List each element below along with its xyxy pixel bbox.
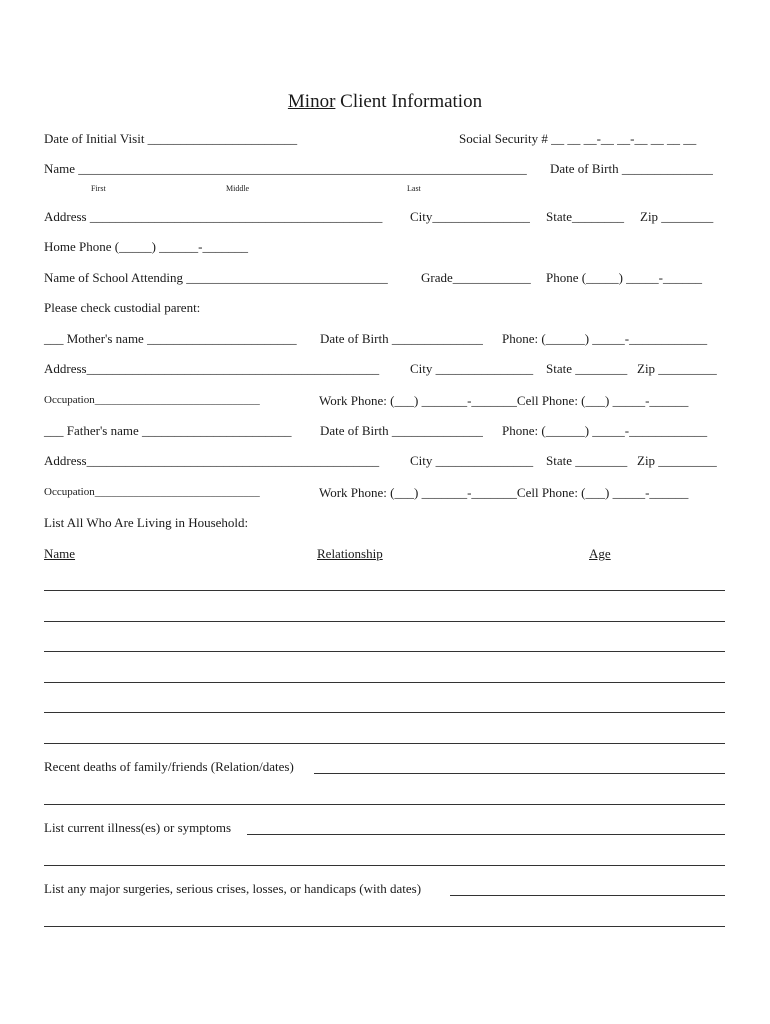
state-field[interactable]: State________ — [546, 209, 624, 224]
father-state-field[interactable]: State ________ — [546, 453, 628, 468]
recent-deaths-label: Recent deaths of family/friends (Relation/dates) — [44, 759, 294, 774]
surgeries-label: List any major surgeries, serious crises, losses, or handicaps (with dates) — [44, 881, 422, 896]
father-phone-field[interactable]: Phone: (______) _____-____________ — [502, 423, 708, 438]
school-field[interactable]: Name of School Attending _______________________________ — [44, 270, 388, 285]
father-address-field[interactable]: Address_____________________________________________ — [44, 453, 380, 468]
city-field[interactable]: City_______________ — [410, 209, 530, 224]
household-line-3[interactable] — [44, 651, 725, 652]
title-underlined-word: Minor — [287, 91, 336, 112]
household-line-5[interactable] — [44, 712, 725, 713]
mother-occupation-field[interactable]: Occupation______________________________ — [44, 394, 260, 406]
first-name-sublabel: First — [91, 184, 106, 193]
household-line-4[interactable] — [44, 682, 725, 683]
dob-field[interactable]: Date of Birth ______________ — [550, 161, 713, 176]
mother-city-field[interactable]: City _______________ — [410, 361, 534, 376]
current-illness-line[interactable] — [247, 834, 725, 835]
mother-zip-field[interactable]: Zip _________ — [637, 361, 717, 376]
father-name-field[interactable]: ___ Father's name _______________________ — [44, 423, 292, 438]
current-illness-label: List current illness(es) or symptoms — [44, 820, 232, 835]
recent-deaths-line-2[interactable] — [44, 804, 725, 805]
father-occupation-field[interactable]: Occupation______________________________ — [44, 486, 260, 498]
school-phone-field[interactable]: Phone (_____) _____-______ — [546, 270, 702, 285]
current-illness-line-2[interactable] — [44, 865, 725, 866]
initial-visit-field[interactable]: Date of Initial Visit _______________________ — [44, 131, 298, 146]
custodial-parent-label: Please check custodial parent: — [44, 300, 201, 315]
household-relationship-header: Relationship — [317, 546, 383, 561]
father-dob-field[interactable]: Date of Birth ______________ — [320, 423, 483, 438]
father-work-cell-phone-field[interactable]: Work Phone: (___) _______-_______Cell Phone: (___) _____-______ — [319, 485, 689, 500]
mother-phone-field[interactable]: Phone: (______) _____-____________ — [502, 331, 708, 346]
household-line-2[interactable] — [44, 621, 725, 622]
ssn-field[interactable]: Social Security # __ __ __-__ __-__ __ __ __ — [459, 131, 697, 146]
household-name-header: Name — [44, 546, 76, 561]
mother-work-cell-phone-field[interactable]: Work Phone: (___) _______-_______Cell Phone: (___) _____-______ — [319, 393, 689, 408]
household-age-header: Age — [589, 546, 611, 561]
home-phone-field[interactable]: Home Phone (_____) ______-_______ — [44, 239, 249, 254]
name-field[interactable]: Name _____________________________________________________________________ — [44, 161, 527, 176]
middle-name-sublabel: Middle — [226, 184, 250, 193]
mother-address-field[interactable]: Address_____________________________________________ — [44, 361, 380, 376]
mother-dob-field[interactable]: Date of Birth ______________ — [320, 331, 483, 346]
recent-deaths-line[interactable] — [314, 773, 725, 774]
title-rest: Client Information — [335, 91, 483, 112]
mother-state-field[interactable]: State ________ — [546, 361, 628, 376]
father-zip-field[interactable]: Zip _________ — [637, 453, 717, 468]
surgeries-line-2[interactable] — [44, 926, 725, 927]
last-name-sublabel: Last — [407, 184, 421, 193]
household-line-1[interactable] — [44, 590, 725, 591]
father-city-field[interactable]: City _______________ — [410, 453, 534, 468]
surgeries-line[interactable] — [450, 895, 725, 896]
household-line-6[interactable] — [44, 743, 725, 744]
zip-field[interactable]: Zip ________ — [640, 209, 714, 224]
mother-name-field[interactable]: ___ Mother's name _______________________ — [44, 331, 297, 346]
household-label: List All Who Are Living in Household: — [44, 515, 249, 530]
grade-field[interactable]: Grade____________ — [421, 270, 531, 285]
form-title — [0, 91, 770, 113]
address-field[interactable]: Address _____________________________________________ — [44, 209, 383, 224]
